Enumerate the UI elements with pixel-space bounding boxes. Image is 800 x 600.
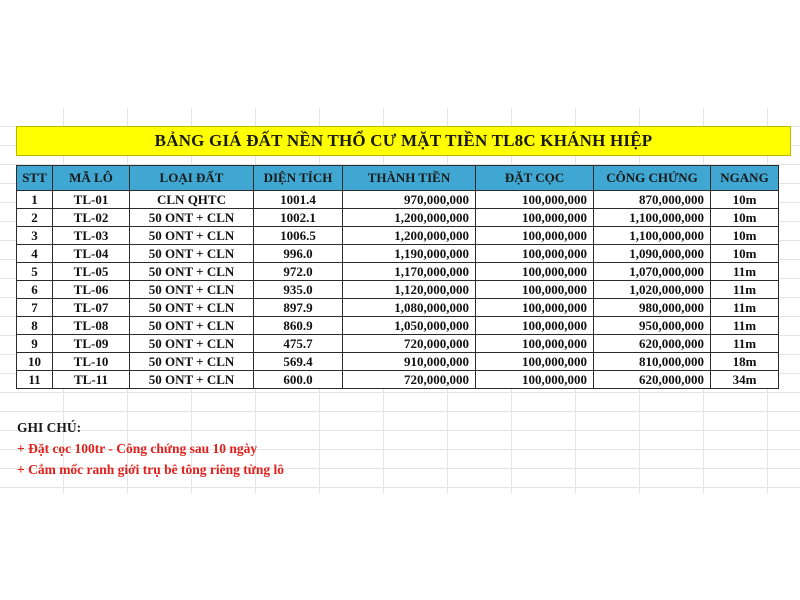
cell-notary[interactable]: 620,000,000 (594, 335, 711, 353)
table-row (17, 353, 779, 371)
cell-notary[interactable]: 1,100,000,000 (594, 227, 711, 245)
cell-notary[interactable]: 950,000,000 (594, 317, 711, 335)
notes-section (17, 420, 284, 483)
cell-land-type[interactable]: 50 ONT + CLN (130, 371, 254, 389)
column-header-deposit[interactable]: ĐẶT CỌC (476, 166, 594, 191)
cell-notary[interactable]: 810,000,000 (594, 353, 711, 371)
cell-area[interactable]: 996.0 (254, 245, 343, 263)
cell-lot-code[interactable]: TL-02 (53, 209, 130, 227)
column-header-area[interactable]: DIỆN TÍCH (254, 166, 343, 191)
cell-lot-code[interactable]: TL-10 (53, 353, 130, 371)
cell-total-price[interactable]: 970,000,000 (343, 191, 476, 209)
cell-stt[interactable]: 7 (17, 299, 53, 317)
cell-stt[interactable]: 3 (17, 227, 53, 245)
cell-total-price[interactable]: 1,080,000,000 (343, 299, 476, 317)
cell-total-price[interactable]: 720,000,000 (343, 371, 476, 389)
table-row (17, 281, 779, 299)
cell-stt[interactable]: 11 (17, 371, 53, 389)
table-row (17, 227, 779, 245)
cell-total-price[interactable]: 1,200,000,000 (343, 209, 476, 227)
cell-stt[interactable]: 10 (17, 353, 53, 371)
cell-deposit[interactable]: 100,000,000 (476, 317, 594, 335)
cell-width[interactable]: 10m (711, 245, 779, 263)
cell-lot-code[interactable]: TL-03 (53, 227, 130, 245)
cell-deposit[interactable]: 100,000,000 (476, 353, 594, 371)
cell-land-type[interactable]: 50 ONT + CLN (130, 317, 254, 335)
table-row (17, 317, 779, 335)
column-header-width[interactable]: NGANG (711, 166, 779, 191)
column-header-lot-code[interactable]: MÃ LÔ (53, 166, 130, 191)
cell-total-price[interactable]: 720,000,000 (343, 335, 476, 353)
cell-deposit[interactable]: 100,000,000 (476, 245, 594, 263)
cell-total-price[interactable]: 1,050,000,000 (343, 317, 476, 335)
cell-deposit[interactable]: 100,000,000 (476, 227, 594, 245)
column-header-land-type[interactable]: LOẠI ĐẤT (130, 166, 254, 191)
table-row (17, 335, 779, 353)
cell-total-price[interactable]: 1,170,000,000 (343, 263, 476, 281)
cell-area[interactable]: 1006.5 (254, 227, 343, 245)
cell-stt[interactable]: 6 (17, 281, 53, 299)
cell-notary[interactable]: 620,000,000 (594, 371, 711, 389)
cell-lot-code[interactable]: TL-08 (53, 317, 130, 335)
cell-area[interactable]: 1002.1 (254, 209, 343, 227)
cell-lot-code[interactable]: TL-04 (53, 245, 130, 263)
cell-width[interactable]: 10m (711, 191, 779, 209)
cell-land-type[interactable]: 50 ONT + CLN (130, 353, 254, 371)
cell-stt[interactable]: 4 (17, 245, 53, 263)
price-table (16, 165, 779, 389)
cell-lot-code[interactable]: TL-01 (53, 191, 130, 209)
cell-lot-code[interactable]: TL-09 (53, 335, 130, 353)
note-line: + Đặt cọc 100tr - Công chứng sau 10 ngày (17, 441, 258, 456)
cell-area[interactable]: 935.0 (254, 281, 343, 299)
cell-stt[interactable]: 8 (17, 317, 53, 335)
cell-width[interactable]: 11m (711, 317, 779, 335)
cell-deposit[interactable]: 100,000,000 (476, 371, 594, 389)
cell-width[interactable]: 11m (711, 281, 779, 299)
cell-land-type[interactable]: 50 ONT + CLN (130, 281, 254, 299)
cell-land-type[interactable]: 50 ONT + CLN (130, 335, 254, 353)
cell-total-price[interactable]: 1,120,000,000 (343, 281, 476, 299)
cell-area[interactable]: 860.9 (254, 317, 343, 335)
cell-deposit[interactable]: 100,000,000 (476, 299, 594, 317)
cell-width[interactable]: 18m (711, 353, 779, 371)
cell-lot-code[interactable]: TL-06 (53, 281, 130, 299)
cell-notary[interactable]: 870,000,000 (594, 191, 711, 209)
column-header-total-price[interactable]: THÀNH TIỀN (343, 166, 476, 191)
cell-deposit[interactable]: 100,000,000 (476, 191, 594, 209)
cell-land-type[interactable]: 50 ONT + CLN (130, 245, 254, 263)
notes-heading: GHI CHÚ: (17, 420, 82, 435)
cell-total-price[interactable]: 1,190,000,000 (343, 245, 476, 263)
column-header-notary[interactable]: CÔNG CHỨNG (594, 166, 711, 191)
header-row (17, 166, 779, 191)
cell-deposit[interactable]: 100,000,000 (476, 281, 594, 299)
cell-area[interactable]: 972.0 (254, 263, 343, 281)
table-row (17, 245, 779, 263)
cell-area[interactable]: 1001.4 (254, 191, 343, 209)
cell-stt[interactable]: 1 (17, 191, 53, 209)
cell-area[interactable]: 475.7 (254, 335, 343, 353)
cell-area[interactable]: 569.4 (254, 353, 343, 371)
cell-width[interactable]: 11m (711, 263, 779, 281)
cell-land-type[interactable]: CLN QHTC (130, 191, 254, 209)
cell-area[interactable]: 600.0 (254, 371, 343, 389)
table-row (17, 263, 779, 281)
cell-width[interactable]: 10m (711, 227, 779, 245)
cell-land-type[interactable]: 50 ONT + CLN (130, 209, 254, 227)
table-row (17, 209, 779, 227)
note-line: + Cắm mốc ranh giới trụ bê tông riêng từng lô (17, 462, 285, 477)
cell-total-price[interactable]: 1,200,000,000 (343, 227, 476, 245)
cell-stt[interactable]: 5 (17, 263, 53, 281)
cell-width[interactable]: 11m (711, 299, 779, 317)
cell-notary[interactable]: 980,000,000 (594, 299, 711, 317)
cell-stt[interactable]: 2 (17, 209, 53, 227)
cell-lot-code[interactable]: TL-11 (53, 371, 130, 389)
cell-width[interactable]: 34m (711, 371, 779, 389)
table-title: BẢNG GIÁ ĐẤT NỀN THỔ CƯ MẶT TIỀN TL8C KHÁNH HIỆP (16, 126, 791, 156)
column-header-stt[interactable]: STT (17, 166, 53, 191)
cell-deposit[interactable]: 100,000,000 (476, 335, 594, 353)
cell-width[interactable]: 10m (711, 209, 779, 227)
cell-notary[interactable]: 1,070,000,000 (594, 263, 711, 281)
cell-notary[interactable]: 1,090,000,000 (594, 245, 711, 263)
cell-total-price[interactable]: 910,000,000 (343, 353, 476, 371)
cell-land-type[interactable]: 50 ONT + CLN (130, 299, 254, 317)
cell-deposit[interactable]: 100,000,000 (476, 263, 594, 281)
table-row (17, 371, 779, 389)
cell-land-type[interactable]: 50 ONT + CLN (130, 263, 254, 281)
cell-deposit[interactable]: 100,000,000 (476, 209, 594, 227)
cell-notary[interactable]: 1,020,000,000 (594, 281, 711, 299)
table-row (17, 299, 779, 317)
cell-notary[interactable]: 1,100,000,000 (594, 209, 711, 227)
cell-stt[interactable]: 9 (17, 335, 53, 353)
table-row (17, 191, 779, 209)
cell-area[interactable]: 897.9 (254, 299, 343, 317)
cell-lot-code[interactable]: TL-07 (53, 299, 130, 317)
cell-width[interactable]: 11m (711, 335, 779, 353)
cell-land-type[interactable]: 50 ONT + CLN (130, 227, 254, 245)
cell-lot-code[interactable]: TL-05 (53, 263, 130, 281)
